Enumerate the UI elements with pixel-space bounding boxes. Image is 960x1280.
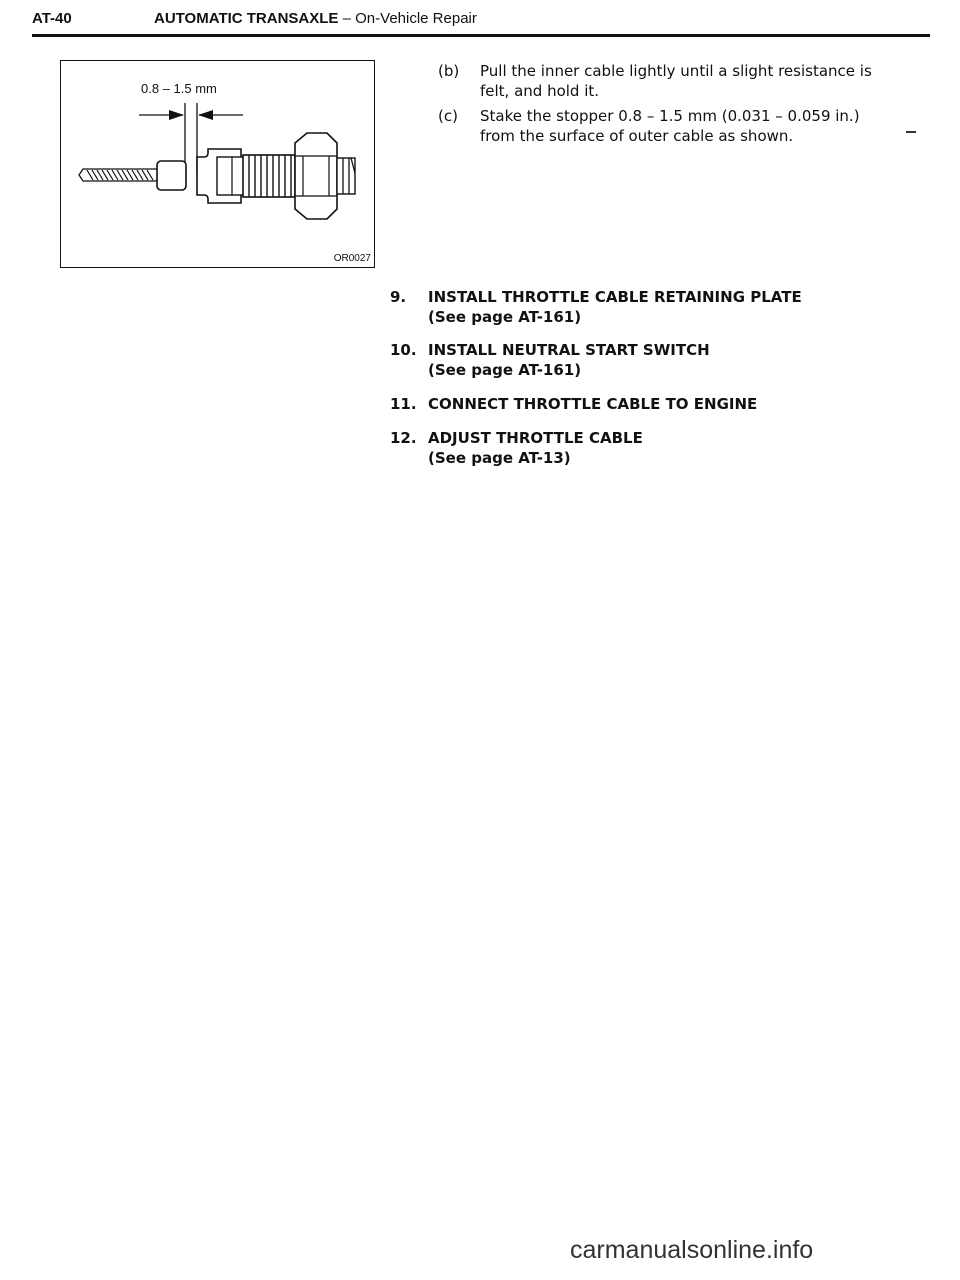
step-line: ADJUST THROTTLE CABLE xyxy=(428,429,643,447)
substep-line: Pull the inner cable lightly until a slight resistance is xyxy=(480,62,872,80)
step-number: 12. xyxy=(390,429,417,447)
section-title xyxy=(154,10,477,27)
substep-label: (c) xyxy=(438,107,458,125)
page-header xyxy=(32,8,930,34)
step-text xyxy=(428,428,898,468)
substep-text xyxy=(480,61,928,101)
margin-mark xyxy=(906,131,916,133)
step-text xyxy=(428,287,898,327)
site-watermark: carmanualsonline.info xyxy=(570,1236,814,1264)
substep-line: from the surface of outer cable as shown. xyxy=(480,127,794,145)
step-line: (See page AT-13) xyxy=(428,449,571,467)
step-line: CONNECT THROTTLE CABLE TO ENGINE xyxy=(428,395,758,413)
step-text xyxy=(428,340,898,380)
step-line: INSTALL THROTTLE CABLE RETAINING PLATE xyxy=(428,288,802,306)
step-line: INSTALL NEUTRAL START SWITCH xyxy=(428,341,710,359)
cable-stopper-illustration xyxy=(61,61,374,267)
step-line: (See page AT-161) xyxy=(428,308,582,326)
substep-line: felt, and hold it. xyxy=(480,82,600,100)
stopper-figure xyxy=(60,60,375,268)
substep-text xyxy=(480,106,928,146)
substep-line: Stake the stopper 0.8 – 1.5 mm (0.031 – 0.059 in.) xyxy=(480,107,860,125)
section-title-main: AUTOMATIC TRANSAXLE xyxy=(154,10,339,27)
figure-code: OR0027 xyxy=(333,253,371,264)
step-text xyxy=(428,394,898,414)
step-number: 11. xyxy=(390,395,417,413)
step-line: (See page AT-161) xyxy=(428,361,582,379)
substep-label: (b) xyxy=(438,62,460,80)
section-title-sub: – On-Vehicle Repair xyxy=(338,10,477,27)
dimension-label: 0.8 – 1.5 mm xyxy=(141,81,217,96)
step-number: 9. xyxy=(390,288,407,306)
header-rule xyxy=(32,34,930,37)
page-code: AT-40 xyxy=(32,10,72,27)
step-number: 10. xyxy=(390,341,417,359)
